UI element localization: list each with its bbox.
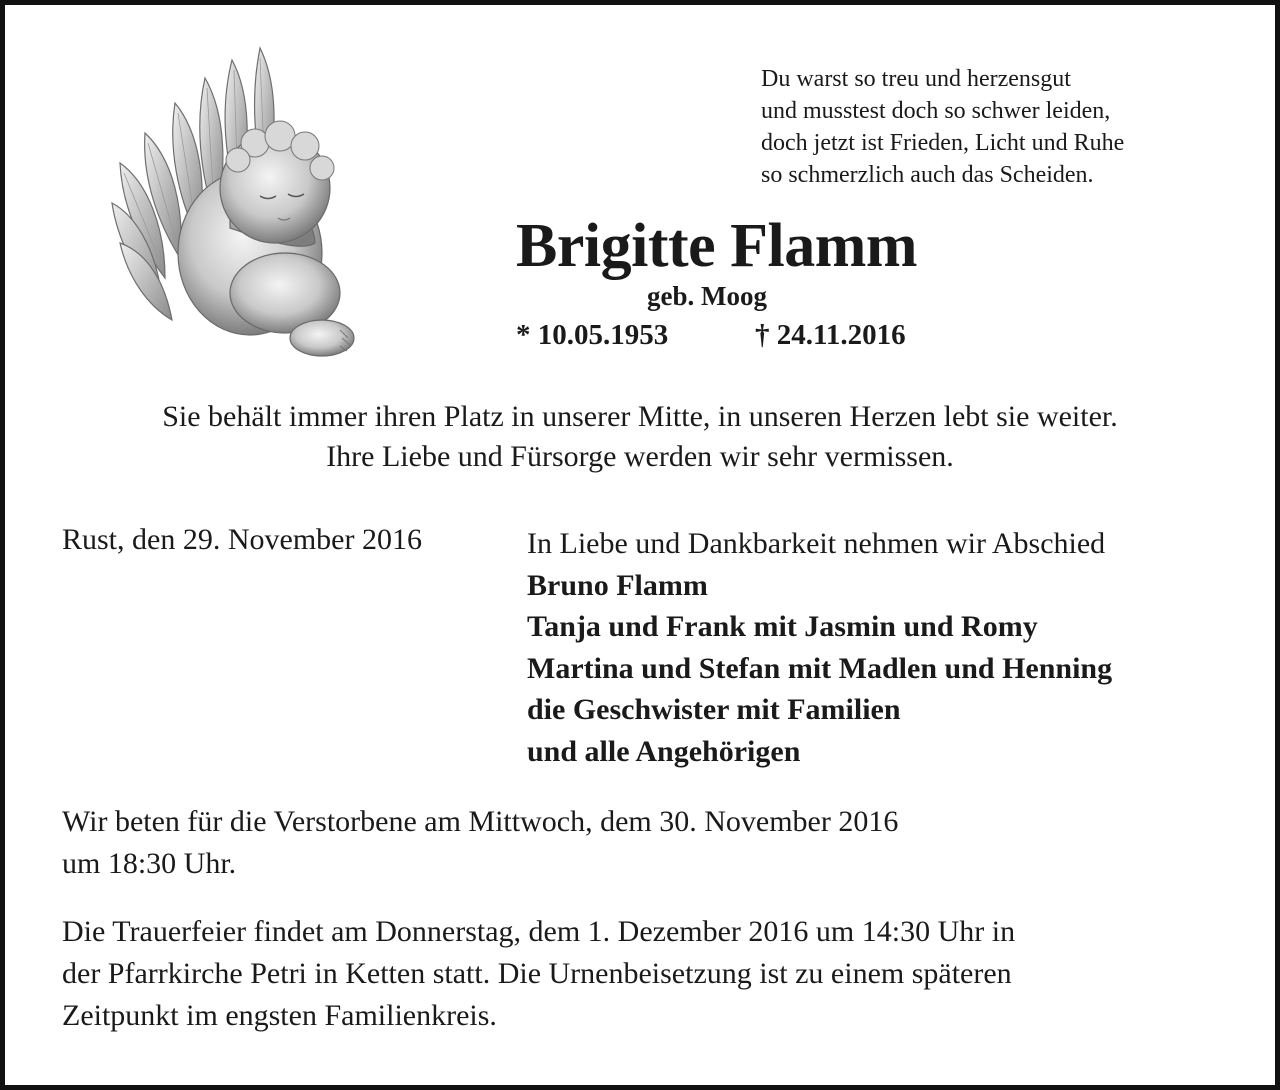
poem-line: doch jetzt ist Frieden, Licht und Ruhe <box>761 130 1125 156</box>
mourners-intro: In Liebe und Dankbarkeit nehmen wir Abschied <box>527 527 1106 560</box>
sleeping-angel-image <box>60 38 400 376</box>
maiden-name: geb. Moog <box>647 281 767 311</box>
mourner-entry: und alle Angehörigen <box>527 734 801 768</box>
poem-verse <box>761 63 1124 191</box>
service-line: Die Trauerfeier findet am Donnerstag, dem 1. Dezember 2016 um 14:30 Uhr in <box>62 915 1016 948</box>
mourner-entry: die Geschwister mit Familien <box>527 693 901 727</box>
poem-line: und musstest doch so schwer leiden, <box>761 98 1111 124</box>
death-date: † 24.11.2016 <box>755 319 906 351</box>
poem-line: so schmerzlich auch das Scheiden. <box>761 162 1094 188</box>
prayer-line: um 18:30 Uhr. <box>62 847 237 880</box>
motto-line: Ihre Liebe und Fürsorge werden wir sehr vermissen. <box>326 440 954 473</box>
prayer-announcement <box>62 801 898 885</box>
prayer-line: Wir beten für die Verstorbene am Mittwoch, dem 30. November 2016 <box>62 805 899 838</box>
service-line: der Pfarrkirche Petri in Ketten statt. Die Urnenbeisetzung ist zu einem späteren <box>62 957 1012 990</box>
deceased-name: Brigitte Flamm <box>516 212 918 280</box>
memorial-motto <box>5 397 1275 477</box>
poem-line: Du warst so treu und herzensgut <box>761 66 1071 92</box>
motto-line: Sie behält immer ihren Platz in unserer Mitte, in unseren Herzen lebt sie weiter. <box>162 400 1118 433</box>
mourner-entry: Tanja und Frank mit Jasmin und Romy <box>527 610 1038 644</box>
funeral-service-announcement <box>62 911 1015 1037</box>
birth-date: * 10.05.1953 <box>516 319 669 351</box>
place-and-date: Rust, den 29. November 2016 <box>62 523 422 556</box>
mourner-entry: Bruno Flamm <box>527 568 708 602</box>
mourners-list <box>527 523 1112 773</box>
mourner-entry: Martina und Stefan mit Madlen und Henning <box>527 651 1113 685</box>
service-line: Zeitpunkt im engsten Familienkreis. <box>62 999 497 1032</box>
